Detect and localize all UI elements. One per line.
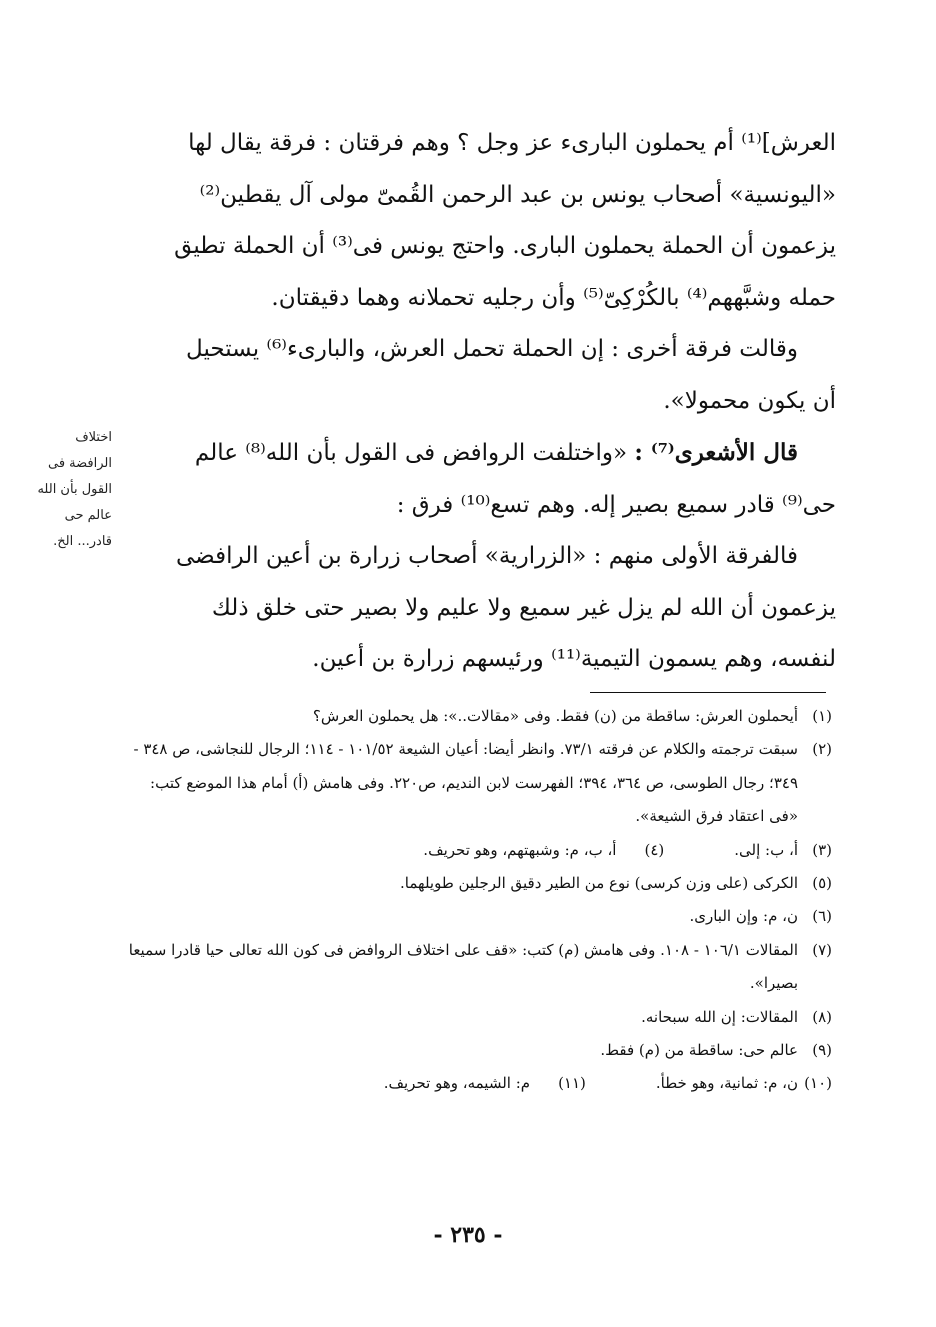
footnote-number: (٩) [812, 1041, 832, 1060]
text-line: «اليونسية» أصحاب يونس بن عبد الرحمن القُمىّ مولى آل يقطين⁽²⁾ [199, 181, 836, 208]
margin-note-line: قادر... الخ. [53, 534, 112, 549]
text-line: لنفسه، وهم يسمون التيمية⁽¹¹⁾ ورئيسهم زرارة بن أعين. [312, 646, 836, 672]
footnote-number: (٥) [812, 874, 832, 893]
footnote-text: عالم حى: ساقطة من (م) فقط. [600, 1041, 798, 1060]
footnote-number: (٣) [812, 840, 832, 859]
footnote-number: (٢) [812, 740, 832, 759]
margin-note-line: اختلاف [75, 430, 112, 445]
footnote-text: سبقت ترجمته والكلام عن فرقته ٧٣/١. وانظر أيضا: أعيان الشيعة ١٠١/٥٢ - ١١٤؛ الرجال للنجاشى، ص ٣٤٨ - ٣٤٩؛ رجال الطوسى، ص ٣٦٤، ٣٩٤؛ الفهرست لابن النديم، ص٢٢٠. وفى هامش (أ) أمام هذا الموضع كتب: «فى اعتقاد فرق الشيعة». [133, 740, 798, 826]
margin-note-line: القول بأن الله [37, 482, 112, 497]
text-line: أن يكون محمولا». [663, 387, 836, 414]
text-line: يزعمون أن الحملة يحملون البارى. واحتج يونس فى⁽³⁾ أن الحملة تطيق [174, 233, 836, 259]
footnote [128, 733, 832, 833]
footnote [128, 1001, 832, 1034]
footnote-number: (٤) [644, 840, 665, 859]
footnote-number: (١) [812, 707, 832, 725]
footnote-divider [590, 692, 826, 693]
footnote-text [128, 1067, 798, 1100]
footnotes [128, 700, 832, 1101]
footnote-number: (٨) [812, 1007, 832, 1026]
footnote-text-part: أ، ب، م: وشبهتهم، وهو تحريف. [423, 840, 617, 859]
footnote-text-part: أ، ب: إلى. [734, 840, 798, 859]
margin-note-line: الرافضة فى [48, 456, 112, 471]
margin-note-line: عالم حى [64, 508, 112, 523]
footnote [128, 834, 832, 867]
footnote-number: (١١) [558, 1074, 586, 1093]
footnote [128, 934, 832, 1001]
page-number: - ٢٣٥ - [433, 1222, 503, 1248]
footnote-text [128, 834, 798, 867]
footnote-text: ن، م: وإن البارى. [689, 907, 798, 926]
text-line: حمله وشبَّههم⁽⁴⁾ بالكُرْكِىّ⁽⁵⁾ وأن رجليه تحملانه وهما دقيقتان. [271, 284, 836, 311]
footnote-text-part: ن، م: ثمانية، وهو خطأ. [655, 1074, 798, 1093]
qala-label: قال الأشعرى⁽⁷⁾ : [634, 439, 798, 466]
footnote [128, 900, 832, 933]
text-line [128, 427, 836, 480]
footnote-text: أيحملون العرش: ساقطة من (ن) فقط. وفى «مقالات..»: هل يحملون العرش؟ [312, 707, 798, 725]
footnote-number: (٦) [812, 907, 832, 926]
text-line: العرش]⁽¹⁾ أم يحملون البارىء عز وجل ؟ وهم فرقتان : فرقة يقال لها [188, 130, 836, 156]
text-line: يزعمون أن الله لم يزل غير سميع ولا عليم ولا بصير حتى خلق ذلك [211, 594, 836, 621]
footnote [128, 700, 832, 733]
footnote-text-part: م: الشيمه، وهو تحريف. [383, 1074, 531, 1093]
main-text-body [128, 118, 836, 686]
text-fragment: «واختلفت الروافض فى القول بأن الله⁽⁸⁾ عالم [194, 440, 628, 466]
footnote-text: المقالات ١٠٦/١ - ١٠٨. وفى هامش (م) كتب: «قف على اختلاف الروافض فى كون الله تعالى حيا قادرا سميعا بصيرا». [128, 940, 798, 993]
footnote-text: الكركى (على وزن كرسى) نوع من الطير دقيق الرجلين طويلهما. [400, 874, 798, 893]
footnote-number: (٧) [812, 940, 832, 959]
footnote [128, 867, 832, 900]
margin-note [14, 425, 112, 555]
text-line: وقالت فرقة أخرى : إن الحملة تحمل العرش، والبارىء⁽⁶⁾ يستحيل [186, 336, 798, 362]
text-line: فالفرقة الأولى منهم : «الزرارية» أصحاب زرارة بن أعين الرافضى [176, 543, 798, 569]
footnote-number: (١٠) [804, 1074, 832, 1093]
footnote [128, 1034, 832, 1067]
footnote-text: المقالات: إن الله سبحانه. [641, 1007, 798, 1026]
footnote [128, 1067, 832, 1100]
text-line: حى⁽⁹⁾ قادر سميع بصير إله. وهم تسع⁽¹⁰⁾ فرق : [396, 491, 836, 518]
